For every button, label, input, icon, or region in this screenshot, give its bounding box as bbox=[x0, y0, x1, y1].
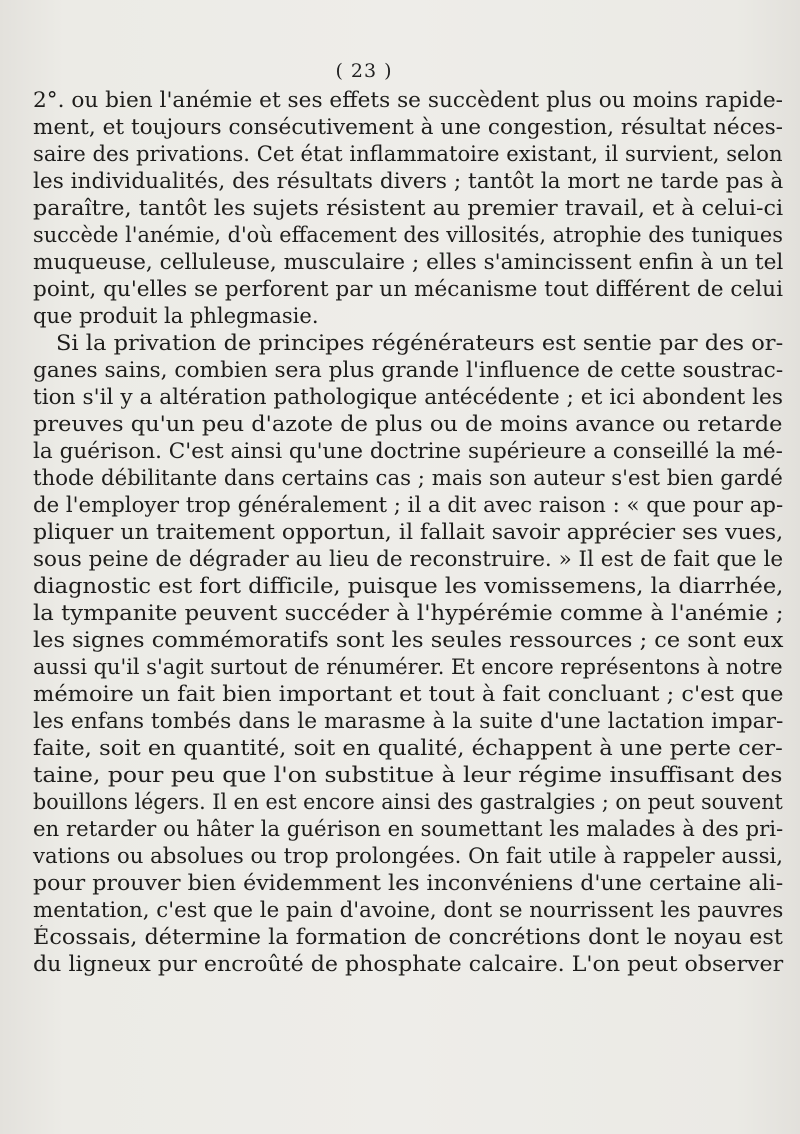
text-line: paraître, tantôt les sujets résistent au premier travail, et à celui-ci bbox=[33, 196, 784, 220]
text-line: muqueuse, celluleuse, musculaire ; elles s'amincissent enfin à un tel bbox=[33, 250, 784, 274]
text-line: sous peine de dégrader au lieu de reconstruire. » Il est de fait que le bbox=[33, 547, 784, 571]
text-line: succède l'anémie, d'où effacement des villosités, atrophie des tuniques bbox=[33, 223, 783, 247]
text-line: la tympanite peuvent succéder à l'hypérémie comme à l'anémie ; bbox=[33, 601, 784, 625]
text-line: les individualités, des résultats divers ; tantôt la mort ne tarde pas à bbox=[33, 169, 784, 193]
text-line: la guérison. C'est ainsi qu'une doctrine supérieure a conseillé la mé- bbox=[33, 439, 783, 463]
text-line: Si la privation de principes régénérateurs est sentie par des or- bbox=[56, 331, 784, 355]
text-line: point, qu'elles se perforent par un mécanisme tout différent de celui bbox=[33, 277, 783, 301]
text-line: faite, soit en quantité, soit en qualité, échappent à une perte cer- bbox=[33, 736, 783, 760]
text-line: bouillons légers. Il en est encore ainsi des gastralgies ; on peut souvent bbox=[33, 790, 783, 814]
text-line: de l'employer trop généralement ; il a dit avec raison : « que pour ap- bbox=[33, 493, 784, 517]
text-line: vations ou absolues ou trop prolongées. On fait utile à rappeler aussi, bbox=[33, 844, 783, 868]
text-line: aussi qu'il s'agit surtout de rénumérer. Et encore représentons à notre bbox=[33, 655, 783, 679]
text-line: thode débilitante dans certains cas ; mais son auteur s'est bien gardé bbox=[33, 466, 783, 490]
text-line: pliquer un traitement opportun, il fallait savoir apprécier ses vues, bbox=[33, 520, 784, 544]
text-line: 2°. ou bien l'anémie et ses effets se succèdent plus ou moins rapide- bbox=[33, 88, 783, 112]
text-line: ment, et toujours consécutivement à une congestion, résultat néces- bbox=[33, 115, 783, 139]
text-line: pour prouver bien évidemment les inconvéniens d'une certaine ali- bbox=[33, 871, 784, 895]
text-line: mentation, c'est que le pain d'avoine, dont se nourrissent les pauvres bbox=[33, 898, 784, 922]
page-number: ( 23 ) bbox=[335, 60, 393, 82]
text-line: saire des privations. Cet état inflammatoire existant, il survient, selon bbox=[33, 142, 783, 166]
text-line: diagnostic est fort difficile, puisque les vomissemens, la diarrhée, bbox=[33, 574, 784, 598]
text-line: les signes commémoratifs sont les seules ressources ; ce sont eux bbox=[33, 628, 784, 652]
text-line: les enfans tombés dans le marasme à la suite d'une lactation impar- bbox=[33, 709, 784, 733]
text-line: mémoire un fait bien important et tout à fait concluant ; c'est que bbox=[33, 682, 784, 706]
text-line: Écossais, détermine la formation de concrétions dont le noyau est bbox=[33, 925, 783, 949]
text-line: en retarder ou hâter la guérison en soumettant les malades à des pri- bbox=[33, 817, 784, 841]
text-line: ganes sains, combien sera plus grande l'influence de cette soustrac- bbox=[33, 358, 784, 382]
text-line: tion s'il y a altération pathologique antécédente ; et ici abondent les bbox=[33, 385, 783, 409]
text-line: taine, pour peu que l'on substitue à leur régime insuffisant des bbox=[33, 763, 783, 787]
text-line: que produit la phlegmasie. bbox=[33, 304, 319, 328]
text-line: preuves qu'un peu d'azote de plus ou de moins avance ou retarde bbox=[33, 412, 783, 436]
text-line: du ligneux pur encroûté de phosphate calcaire. L'on peut observer bbox=[33, 952, 784, 976]
